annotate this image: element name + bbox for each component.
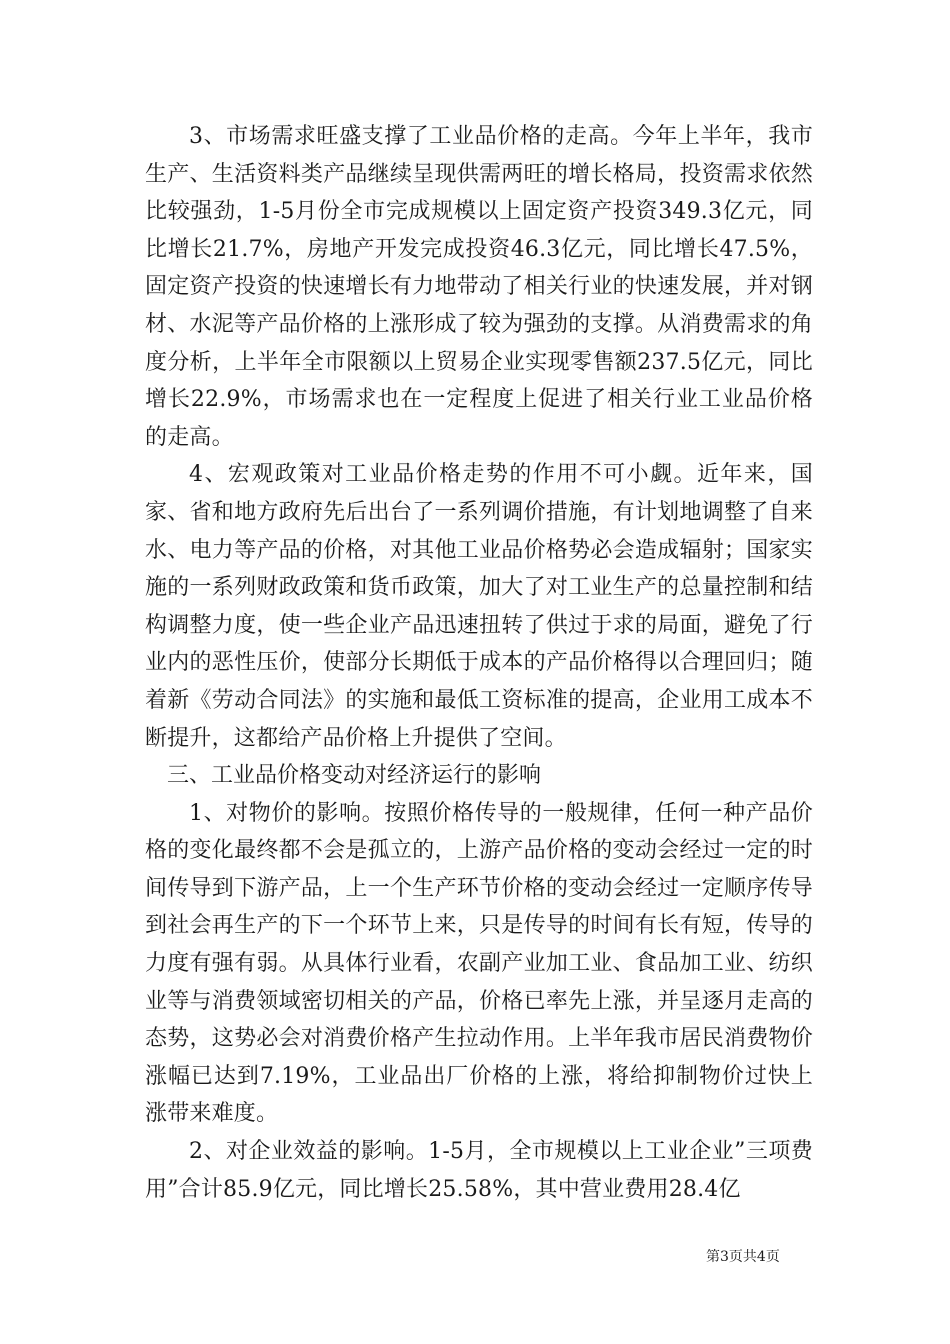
document-body — [145, 118, 813, 1208]
paragraph-enterprise-benefit: 2、对企业效益的影响。1-5月，全市规模以上工业企业”三项费用”合计85.9亿元，同比增长25.58%，其中营业费用28.4亿 — [145, 1139, 813, 1202]
page-number-footer: 第3页共4页 — [706, 1249, 780, 1265]
paragraph-macro-policy: 4、宏观政策对工业品价格走势的作用不可小觑。近年来，国家、省和地方政府先后出台了一系列调价措施，有计划地调整了自来水、电力等产品的价格，对其他工业品价格势必会造成辐射；国家实施的一系列财政政策和货币政策，加大了对工业生产的总量控制和结构调整力度，使一些企业产品迅速扭转了供过于求的局面，避免了行业内的恶性压价，使部分长期低于成本的产品价格得以合理回归；随着新《劳动合同法》的实施和最低工资标准的提高，企业用工成本不断提升，这都给产品价格上升提供了空间。 — [145, 462, 813, 751]
paragraph-price-impact: 1、对物价的影响。按照价格传导的一般规律，任何一种产品价格的变化最终都不会是孤立的，上游产品价格的变动会经过一定的时间传导到下游产品，上一个生产环节价格的变动会经过一定顺序传导到社会再生产的下一个环节上来，只是传导的时间有长有短，传导的力度有强有弱。从具体行业看，农副产业加工业、食品加工业、纺织业等与消费领域密切相关的产品，价格已率先上涨，并呈逐月走高的态势，这势必会对消费价格产生拉动作用。上半年我市居民消费物价涨幅已达到7.19%，工业品出厂价格的上涨，将给抑制物价过快上涨带来难度。 — [145, 800, 813, 1127]
paragraph-market-demand: 3、市场需求旺盛支撑了工业品价格的走高。今年上半年，我市生产、生活资料类产品继续呈现供需两旺的增长格局，投资需求依然比较强劲，1-5月份全市完成规模以上固定资产投资349.3亿元，同比增长21.7%，房地产开发完成投资46.3亿元，同比增长47.5%，固定资产投资的快速增长有力地带动了相关行业的快速发展，并对钢材、水泥等产品价格的上涨形成了较为强劲的支撑。从消费需求的角度分析，上半年全市限额以上贸易企业实现零售额237.5亿元，同比增长22.9%，市场需求也在一定程度上促进了相关行业工业品价格的走高。 — [145, 124, 813, 450]
section-heading: 三、工业品价格变动对经济运行的影响 — [167, 763, 542, 789]
